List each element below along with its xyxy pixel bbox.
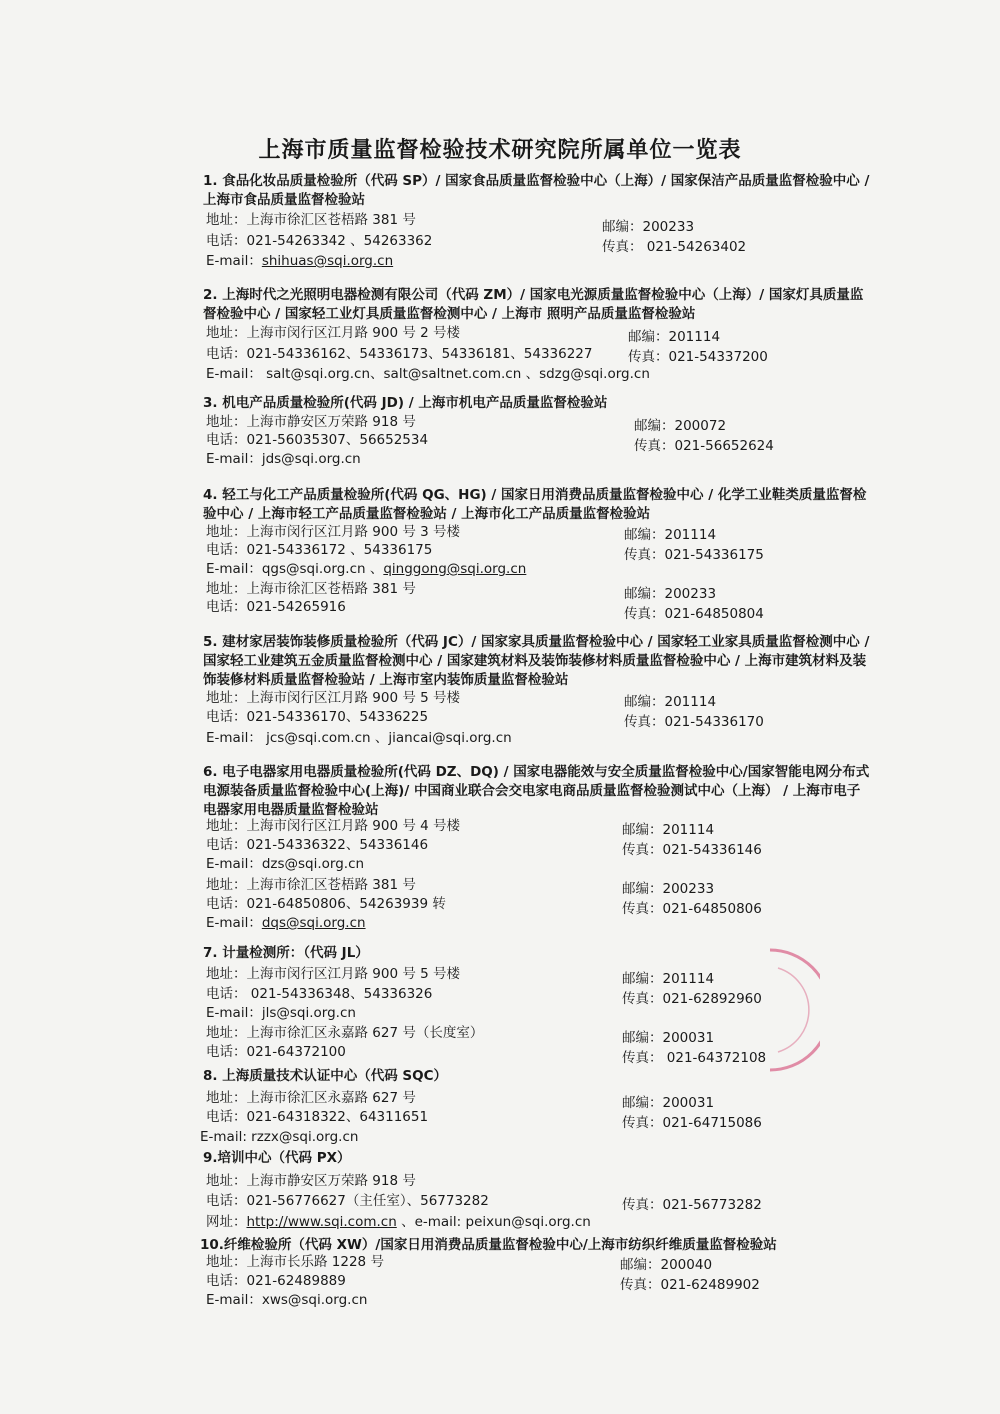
web-label: 网址： bbox=[206, 1214, 247, 1230]
fax: 传真：021-54336146 bbox=[622, 842, 762, 858]
postcode: 邮编：200040 bbox=[620, 1257, 713, 1273]
section-heading: 8. 上海质量技术认证中心（代码 SQC） bbox=[203, 1068, 448, 1084]
telephone: 电话：021-56035307、56652534 bbox=[206, 432, 429, 448]
fax: 传真：021-62892960 bbox=[622, 991, 762, 1007]
postcode: 邮编：200031 bbox=[622, 1095, 715, 1111]
section-heading: 1. 食品化妆品质量检验所（代码 SP）/ 国家食品质量监督检验中心（上海）/ 国家保洁产品质量监督检验中心 / 上海市食品质量监督检验站 bbox=[203, 173, 870, 208]
postcode: 邮编：201114 bbox=[622, 822, 715, 838]
address: 地址：上海市闵行区江月路 900 号 5 号楼 bbox=[206, 966, 461, 982]
postcode: 邮编：201114 bbox=[624, 527, 717, 543]
telephone: 电话：021-54263342 、54263362 bbox=[206, 233, 433, 249]
postcode: 邮编：200233 bbox=[624, 586, 717, 602]
section-heading: 7. 计量检测所：（代码 JL） bbox=[203, 945, 369, 961]
website-link[interactable]: http://www.sqi.com.cn bbox=[246, 1214, 397, 1230]
address: 地址：上海市闵行区江月路 900 号 2 号楼 bbox=[206, 325, 461, 341]
section-heading: 4. 轻工与化工产品质量检验所(代码 QG、HG) / 国家日用消费品质量监督检验中心 / 化学工业鞋类质量监督检验中心 / 上海市轻工产品质量监督检验站 / 上海市化工产品质量监督检验站 bbox=[203, 487, 867, 522]
telephone: 电话：021-64850806、54263939 转 bbox=[206, 896, 446, 912]
postcode: 邮编：200031 bbox=[622, 1030, 715, 1046]
address: 地址：上海市闵行区江月路 900 号 5 号楼 bbox=[206, 690, 461, 706]
address: 地址：上海市徐汇区苍梧路 381 号 bbox=[206, 212, 416, 228]
telephone: 电话：021-54336172 、54336175 bbox=[206, 542, 433, 558]
email-line bbox=[206, 914, 366, 933]
fax: 传真：021-62489902 bbox=[620, 1277, 760, 1293]
web-line bbox=[206, 1213, 591, 1232]
email-line[interactable]: E-mail：xws@sqi.org.cn bbox=[206, 1292, 368, 1308]
fax: 传真： 021-54263402 bbox=[602, 239, 747, 255]
address: 地址：上海市徐汇区苍梧路 381 号 bbox=[206, 581, 416, 597]
fax: 传真：021-54336175 bbox=[624, 547, 764, 563]
email-link[interactable]: shihuas@sqi.org.cn bbox=[261, 253, 394, 269]
section-heading: 2. 上海时代之光照明电器检测有限公司（代码 ZM）/ 国家电光源质量监督检验中心（上海）/ 国家灯具质量监督检验中心 / 国家轻工业灯具质量监督检测中心 / 上海市 照明产品质量监督检验站 bbox=[203, 287, 864, 322]
email-label: E-mail： bbox=[206, 253, 262, 269]
email-link[interactable]: dqs@sqi.org.cn bbox=[261, 915, 366, 931]
postcode: 邮编：201114 bbox=[622, 971, 715, 987]
section-heading: 9.培训中心（代码 PX） bbox=[203, 1150, 351, 1166]
telephone: 电话：021-54265916 bbox=[206, 599, 346, 615]
email-label[interactable]: E-mail：qgs@sqi.org.cn 、 bbox=[206, 561, 384, 577]
section-heading: 3. 机电产品质量检验所(代码 JD) / 上海市机电产品质量监督检验站 bbox=[203, 395, 608, 411]
email-line bbox=[206, 560, 526, 579]
postcode: 邮编：201114 bbox=[624, 694, 717, 710]
telephone: 电话：021-54336322、54336146 bbox=[206, 837, 429, 853]
email-line bbox=[206, 252, 393, 271]
fax: 传真： 021-64372108 bbox=[622, 1050, 767, 1066]
address: 地址：上海市徐汇区苍梧路 381 号 bbox=[206, 877, 416, 893]
fax: 传真：021-64850804 bbox=[624, 606, 764, 622]
telephone: 电话： 021-54336348、54336326 bbox=[206, 986, 433, 1002]
telephone: 电话：021-62489889 bbox=[206, 1273, 346, 1289]
email-line[interactable]: E-mail： salt@sqi.org.cn、salt@saltnet.com.cn 、sdzg@sqi.org.cn bbox=[206, 366, 650, 382]
fax: 传真：021-54337200 bbox=[628, 349, 768, 365]
telephone: 电话：021-64372100 bbox=[206, 1044, 346, 1060]
fax: 传真：021-54336170 bbox=[624, 714, 764, 730]
fax: 传真：021-64715086 bbox=[622, 1115, 762, 1131]
section-heading: 10.纤维检验所（代码 XW）/国家日用消费品质量监督检验中心/上海市纺织纤维质量监督检验站 bbox=[200, 1237, 777, 1253]
postcode: 邮编：200072 bbox=[634, 418, 727, 434]
email-label: E-mail： bbox=[206, 915, 262, 931]
fax: 传真：021-64850806 bbox=[622, 901, 762, 917]
postcode: 邮编：200233 bbox=[622, 881, 715, 897]
email-line[interactable]: E-mail：jds@sqi.org.cn bbox=[206, 451, 361, 467]
email-link[interactable]: qinggong@sqi.org.cn bbox=[383, 561, 527, 577]
telephone: 电话：021-54336170、54336225 bbox=[206, 709, 429, 725]
address: 地址：上海市闵行区江月路 900 号 3 号楼 bbox=[206, 524, 461, 540]
email-link[interactable]: 、e-mail: peixun@sqi.org.cn bbox=[396, 1214, 591, 1230]
email-line[interactable]: E-mail: rzzx@sqi.org.cn bbox=[200, 1129, 359, 1145]
address: 地址：上海市徐汇区永嘉路 627 号（长度室） bbox=[206, 1025, 484, 1041]
postcode: 邮编：200233 bbox=[602, 219, 695, 235]
telephone: 电话：021-56776627（主任室）、56773282 bbox=[206, 1193, 489, 1209]
address: 地址：上海市闵行区江月路 900 号 4 号楼 bbox=[206, 818, 461, 834]
email-line[interactable]: E-mail：dzs@sqi.org.cn bbox=[206, 856, 365, 872]
address: 地址：上海市静安区万荣路 918 号 bbox=[206, 414, 416, 430]
telephone: 电话：021-64318322、64311651 bbox=[206, 1109, 429, 1125]
page-title: 上海市质量监督检验技术研究院所属单位一览表 bbox=[258, 138, 742, 163]
section-heading: 6. 电子电器家用电器质量检验所(代码 DZ、DQ) / 国家电器能效与安全质量监督检验中心/国家智能电网分布式电源装备质量监督检验中心(上海)/ 中国商业联合会交电家电商品质量监督检验测试中心（上海） / 上海市电子电器家用电器质量监督检验站 bbox=[203, 764, 870, 818]
fax: 传真：021-56773282 bbox=[622, 1197, 762, 1213]
postcode: 邮编：201114 bbox=[628, 329, 721, 345]
fax: 传真：021-56652624 bbox=[634, 438, 774, 454]
telephone: 电话：021-54336162、54336173、54336181、54336227 bbox=[206, 346, 593, 362]
address: 地址：上海市静安区万荣路 918 号 bbox=[206, 1173, 416, 1189]
address: 地址：上海市徐汇区永嘉路 627 号 bbox=[206, 1090, 416, 1106]
address: 地址：上海市长乐路 1228 号 bbox=[206, 1254, 384, 1270]
section-heading: 5. 建材家居装饰装修质量检验所（代码 JC）/ 国家家具质量监督检验中心 / 国家轻工业家具质量监督检测中心 / 国家轻工业建筑五金质量监督检测中心 / 国家建筑材料及装饰装修材料质量监督检验中心 / 上海市建筑材料及装饰装修材料质量监督检验站 / 上海市室内装饰质量监督检验站 bbox=[203, 634, 870, 688]
email-line[interactable]: E-mail：jls@sqi.org.cn bbox=[206, 1005, 356, 1021]
email-line[interactable]: E-mail： jcs@sqi.com.cn 、jiancai@sqi.org.cn bbox=[206, 730, 512, 746]
